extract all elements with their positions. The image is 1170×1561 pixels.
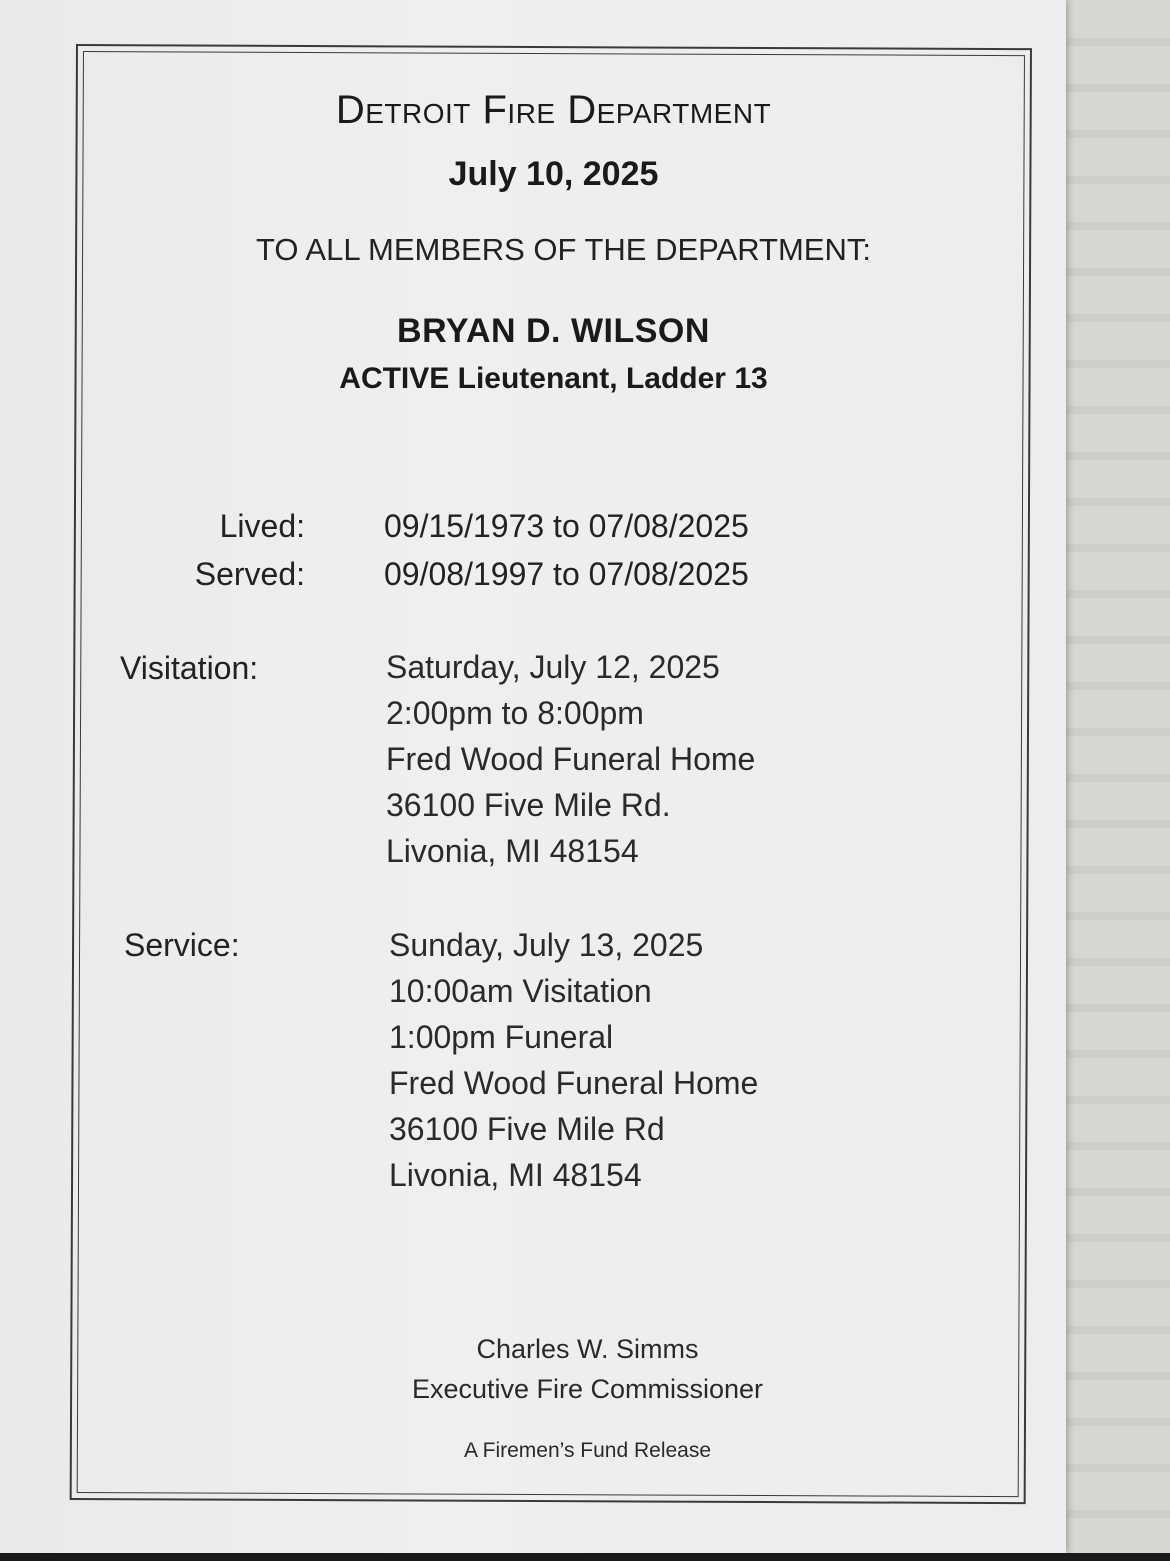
visitation-line: 2:00pm to 8:00pm (386, 695, 644, 731)
department-title: Detroit Fire Department (335, 88, 772, 132)
service-line: Sunday, July 13, 2025 (389, 927, 704, 963)
member-rank: ACTIVE Lieutenant, Ladder 13 (339, 362, 768, 395)
signer-name: Charles W. Simms (476, 1334, 699, 1364)
lived-label: Lived: (219, 508, 305, 544)
member-name: BRYAN D. WILSON (397, 312, 710, 350)
lived-value: 09/15/1973 to 07/08/2025 (384, 508, 749, 544)
signer-title: Executive Fire Commissioner (411, 1374, 764, 1404)
visitation-line: Saturday, July 12, 2025 (386, 649, 720, 685)
salutation: TO ALL MEMBERS OF THE DEPARTMENT: (256, 232, 871, 267)
visitation-details (386, 644, 755, 874)
service-line: Fred Wood Funeral Home (389, 1065, 759, 1101)
service-label: Service: (124, 927, 240, 963)
service-line: 1:00pm Funeral (389, 1019, 614, 1055)
service-line: 36100 Five Mile Rd (389, 1111, 665, 1147)
visitation-line: 36100 Five Mile Rd. (386, 787, 671, 823)
release-note: A Firemen’s Fund Release (463, 1439, 712, 1462)
visitation-label: Visitation: (120, 650, 259, 686)
visitation-line: Livonia, MI 48154 (386, 833, 639, 869)
notice-date: July 10, 2025 (448, 155, 659, 193)
service-line: Livonia, MI 48154 (389, 1157, 642, 1193)
service-details (389, 922, 758, 1198)
service-line: 10:00am Visitation (389, 973, 652, 1009)
served-label: Served: (194, 556, 305, 592)
bottom-edge (0, 1553, 1170, 1561)
served-value: 09/08/1997 to 07/08/2025 (384, 556, 749, 592)
visitation-line: Fred Wood Funeral Home (386, 741, 756, 777)
